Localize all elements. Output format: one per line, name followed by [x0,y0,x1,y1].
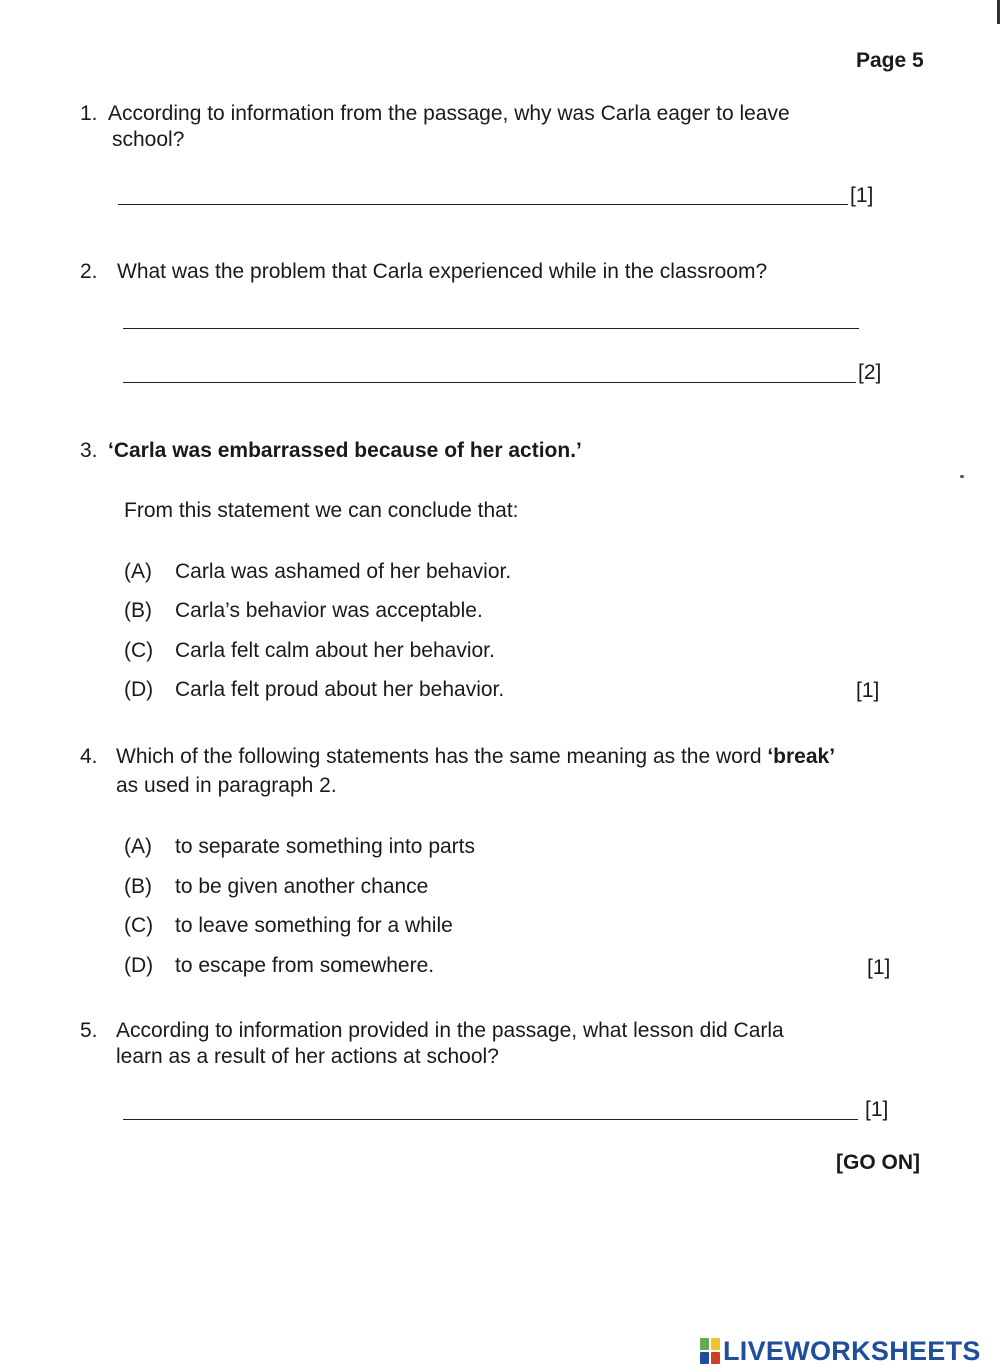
q2-marks: [2] [858,361,882,384]
q3-marks: [1] [856,679,880,702]
q3-option-d-letter: (D) [124,678,154,701]
q2-answer-line-1[interactable] [123,328,859,329]
q4-text-line2: as used in paragraph 2. [116,774,337,797]
q4-option-c-letter: (C) [124,914,154,937]
q3-option-d-text[interactable]: Carla felt proud about her behavior. [175,678,505,701]
liveworksheets-logo-icon [700,1338,720,1364]
q1-answer-line[interactable] [118,204,848,205]
q4-keyword: ‘break’ [767,745,836,768]
q1-text-line2: school? [112,128,185,151]
q2-number: 2. [80,260,98,283]
q3-option-c-text[interactable]: Carla felt calm about her behavior. [175,639,495,662]
q1-number: 1. [80,102,98,125]
liveworksheets-logo-text: LIVEWORKSHEETS [723,1335,981,1366]
liveworksheets-logo[interactable] [700,1334,981,1368]
page-number: Page 5 [856,49,924,72]
scan-speck [960,475,964,478]
q3-number: 3. [80,439,98,462]
q3-option-c-letter: (C) [124,639,154,662]
q4-option-a-text[interactable]: to separate something into parts [175,835,476,858]
q3-option-a-text[interactable]: Carla was ashamed of her behavior. [175,560,512,583]
q3-option-b-text[interactable]: Carla’s behavior was acceptable. [175,599,483,622]
q2-text: What was the problem that Carla experienced while in the classroom? [117,260,768,283]
q1-text-line1: According to information from the passage, why was Carla eager to leave [108,102,790,125]
go-on-label: [GO ON] [836,1151,920,1174]
q4-option-a-letter: (A) [124,835,152,858]
q3-option-a-letter: (A) [124,560,152,583]
q5-text-line2: learn as a result of her actions at school? [116,1045,499,1068]
q3-statement: ‘Carla was embarrassed because of her action.’ [108,439,582,462]
q3-option-b-letter: (B) [124,599,152,622]
q4-option-c-text[interactable]: to leave something for a while [175,914,453,937]
q4-option-b-text[interactable]: to be given another chance [175,875,429,898]
q4-text-line1 [116,744,835,770]
q4-option-d-letter: (D) [124,954,154,977]
q5-number: 5. [80,1019,98,1042]
q1-marks: [1] [850,184,874,207]
q5-answer-line[interactable] [123,1119,858,1120]
q2-answer-line-2[interactable] [123,382,856,383]
q4-option-d-text[interactable]: to escape from somewhere. [175,954,435,977]
q4-text-line1-pre: Which of the following statements has the same meaning as the word [116,745,768,768]
q4-option-b-letter: (B) [124,875,152,898]
q4-number: 4. [80,745,98,768]
q3-prompt: From this statement we can conclude that: [124,499,519,522]
q5-marks: [1] [865,1098,889,1121]
q5-text-line1: According to information provided in the passage, what lesson did Carla [116,1019,784,1042]
q4-marks: [1] [867,956,891,979]
